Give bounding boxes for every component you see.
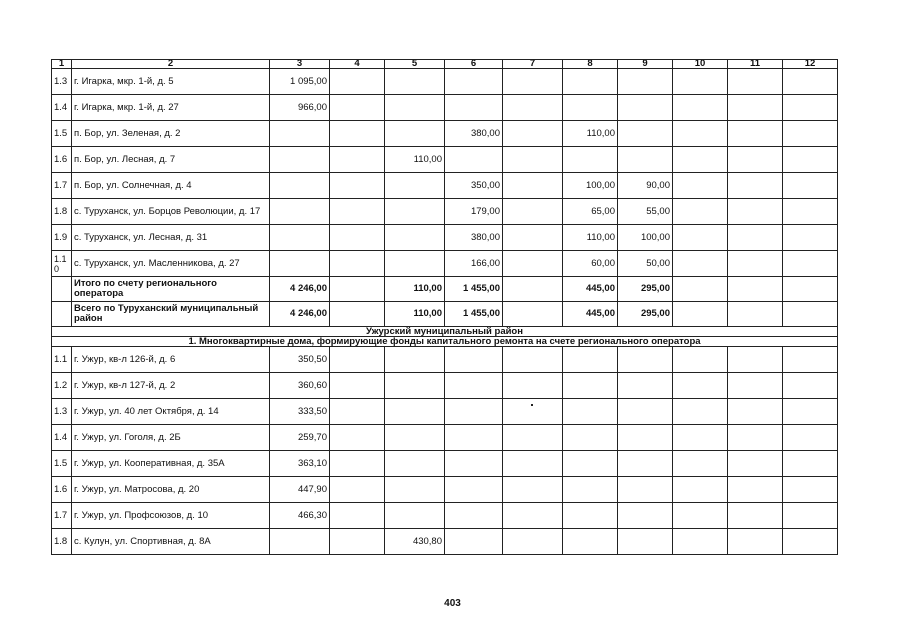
- address-cell: п. Бор, ул. Зеленая, д. 2: [72, 121, 270, 147]
- address-cell: с. Туруханск, ул. Борцов Революции, д. 17: [72, 199, 270, 225]
- row-index-cell: [52, 302, 72, 327]
- value-cell-4: [330, 529, 385, 555]
- value-cell-3: [270, 199, 330, 225]
- value-cell-3: [270, 251, 330, 277]
- value-cell-8: 445,00: [563, 302, 618, 327]
- value-cell-3: 360,60: [270, 373, 330, 399]
- value-cell-11: [728, 173, 783, 199]
- value-cell-5: [385, 373, 445, 399]
- header-cell: 8: [563, 60, 618, 69]
- value-cell-8: [563, 425, 618, 451]
- address-cell: г. Ужур, ул. Кооперативная, д. 35А: [72, 451, 270, 477]
- value-cell-10: [673, 425, 728, 451]
- value-cell-7: [503, 451, 563, 477]
- value-cell-10: [673, 451, 728, 477]
- address-cell: с. Кулун, ул. Спортивная, д. 8А: [72, 529, 270, 555]
- value-cell-7: [503, 529, 563, 555]
- value-cell-12: [783, 503, 838, 529]
- value-cell-9: [618, 121, 673, 147]
- value-cell-12: [783, 451, 838, 477]
- value-cell-3: [270, 121, 330, 147]
- value-cell-12: [783, 373, 838, 399]
- row-index-cell: 1.3: [52, 399, 72, 425]
- value-cell-7: [503, 399, 563, 425]
- value-cell-7: [503, 199, 563, 225]
- value-cell-9: [618, 477, 673, 503]
- value-cell-9: [618, 529, 673, 555]
- value-cell-11: [728, 225, 783, 251]
- value-cell-11: [728, 95, 783, 121]
- table-body: [52, 60, 838, 555]
- value-cell-11: [728, 399, 783, 425]
- value-cell-9: [618, 399, 673, 425]
- page-number: 403: [444, 598, 461, 609]
- value-cell-11: [728, 529, 783, 555]
- value-cell-10: [673, 225, 728, 251]
- value-cell-6: 1 455,00: [445, 302, 503, 327]
- value-cell-9: 100,00: [618, 225, 673, 251]
- row-index-cell: 1.7: [52, 173, 72, 199]
- value-cell-10: [673, 503, 728, 529]
- value-cell-10: [673, 529, 728, 555]
- value-cell-7: [503, 95, 563, 121]
- value-cell-6: [445, 95, 503, 121]
- row-index-cell: 1.7: [52, 503, 72, 529]
- value-cell-3: 363,10: [270, 451, 330, 477]
- value-cell-7: [503, 69, 563, 95]
- total-row: [52, 277, 838, 302]
- table-row: [52, 173, 838, 199]
- row-index-cell: 1.2: [52, 373, 72, 399]
- value-cell-7: [503, 373, 563, 399]
- address-cell: г. Ужур, ул. Матросова, д. 20: [72, 477, 270, 503]
- value-cell-10: [673, 373, 728, 399]
- value-cell-8: 60,00: [563, 251, 618, 277]
- value-cell-5: [385, 347, 445, 373]
- address-cell: г. Ужур, ул. Профсоюзов, д. 10: [72, 503, 270, 529]
- value-cell-12: [783, 121, 838, 147]
- value-cell-11: [728, 503, 783, 529]
- value-cell-10: [673, 399, 728, 425]
- value-cell-5: [385, 121, 445, 147]
- value-cell-12: [783, 147, 838, 173]
- total-row: [52, 302, 838, 327]
- value-cell-3: 350,50: [270, 347, 330, 373]
- row-index-cell: 1.3: [52, 69, 72, 95]
- subsection-title-row: [52, 337, 838, 347]
- value-cell-6: [445, 399, 503, 425]
- value-cell-9: 50,00: [618, 251, 673, 277]
- value-cell-12: [783, 69, 838, 95]
- row-index-cell: [52, 277, 72, 302]
- capital-repair-table: [51, 59, 838, 555]
- value-cell-12: [783, 425, 838, 451]
- header-cell: 9: [618, 60, 673, 69]
- value-cell-10: [673, 277, 728, 302]
- value-cell-12: [783, 302, 838, 327]
- address-cell: Всего по Туруханский муниципальный район: [72, 302, 270, 327]
- value-cell-8: [563, 399, 618, 425]
- value-cell-4: [330, 225, 385, 251]
- table-row: [52, 503, 838, 529]
- value-cell-4: [330, 503, 385, 529]
- value-cell-3: 466,30: [270, 503, 330, 529]
- address-cell: с. Туруханск, ул. Масленникова, д. 27: [72, 251, 270, 277]
- table-row: [52, 477, 838, 503]
- row-index-cell: 1.9: [52, 225, 72, 251]
- value-cell-11: [728, 373, 783, 399]
- row-index-cell: 1.5: [52, 121, 72, 147]
- value-cell-12: [783, 251, 838, 277]
- value-cell-11: [728, 302, 783, 327]
- value-cell-11: [728, 199, 783, 225]
- value-cell-3: [270, 529, 330, 555]
- row-index-cell: 1.1: [52, 347, 72, 373]
- value-cell-7: [503, 173, 563, 199]
- address-cell: Итого по счету регионального оператора: [72, 277, 270, 302]
- value-cell-3: [270, 147, 330, 173]
- value-cell-3: 447,90: [270, 477, 330, 503]
- value-cell-12: [783, 477, 838, 503]
- header-cell: 10: [673, 60, 728, 69]
- address-cell: г. Ужур, ул. Гоголя, д. 2Б: [72, 425, 270, 451]
- table-row: [52, 373, 838, 399]
- value-cell-4: [330, 199, 385, 225]
- value-cell-9: [618, 69, 673, 95]
- value-cell-10: [673, 173, 728, 199]
- value-cell-5: 110,00: [385, 147, 445, 173]
- address-cell: г. Игарка, мкр. 1-й, д. 27: [72, 95, 270, 121]
- table-row: [52, 147, 838, 173]
- value-cell-6: [445, 347, 503, 373]
- row-index-cell: 1.8: [52, 199, 72, 225]
- value-cell-10: [673, 121, 728, 147]
- value-cell-4: [330, 277, 385, 302]
- value-cell-10: [673, 69, 728, 95]
- value-cell-8: 110,00: [563, 225, 618, 251]
- value-cell-11: [728, 251, 783, 277]
- value-cell-9: 295,00: [618, 277, 673, 302]
- section-title-row: [52, 327, 838, 337]
- value-cell-3: 1 095,00: [270, 69, 330, 95]
- value-cell-6: [445, 451, 503, 477]
- value-cell-10: [673, 302, 728, 327]
- address-cell: г. Ужур, ул. 40 лет Октября, д. 14: [72, 399, 270, 425]
- value-cell-3: 4 246,00: [270, 302, 330, 327]
- value-cell-6: 1 455,00: [445, 277, 503, 302]
- value-cell-6: 380,00: [445, 225, 503, 251]
- value-cell-12: [783, 347, 838, 373]
- header-cell: 4: [330, 60, 385, 69]
- table-row: [52, 347, 838, 373]
- value-cell-8: [563, 503, 618, 529]
- value-cell-6: [445, 477, 503, 503]
- subsection-title: 1. Многоквартирные дома, формирующие фонды капитального ремонта на счете регионального оператора: [52, 337, 838, 347]
- table-row: [52, 199, 838, 225]
- value-cell-4: [330, 173, 385, 199]
- value-cell-4: [330, 147, 385, 173]
- header-cell: 5: [385, 60, 445, 69]
- value-cell-4: [330, 347, 385, 373]
- value-cell-5: [385, 199, 445, 225]
- value-cell-4: [330, 399, 385, 425]
- value-cell-3: 4 246,00: [270, 277, 330, 302]
- value-cell-8: 65,00: [563, 199, 618, 225]
- value-cell-3: 333,50: [270, 399, 330, 425]
- value-cell-4: [330, 425, 385, 451]
- value-cell-5: [385, 225, 445, 251]
- value-cell-6: 179,00: [445, 199, 503, 225]
- value-cell-8: 445,00: [563, 277, 618, 302]
- value-cell-5: 430,80: [385, 529, 445, 555]
- value-cell-8: [563, 451, 618, 477]
- value-cell-3: 259,70: [270, 425, 330, 451]
- value-cell-7: [503, 147, 563, 173]
- value-cell-6: 166,00: [445, 251, 503, 277]
- row-index-cell: 1.4: [52, 425, 72, 451]
- value-cell-7: [503, 277, 563, 302]
- value-cell-7: [503, 121, 563, 147]
- value-cell-4: [330, 373, 385, 399]
- value-cell-6: 350,00: [445, 173, 503, 199]
- value-cell-10: [673, 147, 728, 173]
- row-index-cell: 1.4: [52, 95, 72, 121]
- address-cell: п. Бор, ул. Лесная, д. 7: [72, 147, 270, 173]
- value-cell-12: [783, 277, 838, 302]
- value-cell-7: [503, 503, 563, 529]
- value-cell-8: [563, 373, 618, 399]
- header-row: [52, 60, 838, 69]
- table-row: [52, 69, 838, 95]
- table-row: [52, 425, 838, 451]
- value-cell-6: [445, 529, 503, 555]
- table-row: [52, 95, 838, 121]
- value-cell-11: [728, 121, 783, 147]
- value-cell-7: [503, 251, 563, 277]
- value-cell-10: [673, 95, 728, 121]
- value-cell-5: [385, 95, 445, 121]
- value-cell-3: [270, 173, 330, 199]
- section-title: Ужурский муниципальный район: [52, 327, 838, 337]
- value-cell-10: [673, 199, 728, 225]
- value-cell-6: [445, 503, 503, 529]
- value-cell-7: [503, 347, 563, 373]
- header-cell: 11: [728, 60, 783, 69]
- value-cell-7: [503, 425, 563, 451]
- header-cell: 7: [503, 60, 563, 69]
- table-row: [52, 121, 838, 147]
- value-cell-9: 295,00: [618, 302, 673, 327]
- value-cell-5: [385, 69, 445, 95]
- header-cell: 1: [52, 60, 72, 69]
- value-cell-6: 380,00: [445, 121, 503, 147]
- header-cell: 2: [72, 60, 270, 69]
- row-index-cell: 1.6: [52, 477, 72, 503]
- value-cell-9: [618, 95, 673, 121]
- value-cell-12: [783, 173, 838, 199]
- value-cell-5: 110,00: [385, 277, 445, 302]
- value-cell-5: [385, 399, 445, 425]
- value-cell-4: [330, 251, 385, 277]
- value-cell-5: [385, 503, 445, 529]
- value-cell-5: [385, 425, 445, 451]
- value-cell-4: [330, 95, 385, 121]
- table-row: [52, 225, 838, 251]
- value-cell-11: [728, 451, 783, 477]
- value-cell-11: [728, 69, 783, 95]
- value-cell-11: [728, 347, 783, 373]
- row-index-cell: 1.5: [52, 451, 72, 477]
- row-index-cell: 1.1 0: [52, 251, 72, 277]
- header-cell: 12: [783, 60, 838, 69]
- table-row: [52, 251, 838, 277]
- value-cell-10: [673, 251, 728, 277]
- row-index-cell: 1.8: [52, 529, 72, 555]
- value-cell-12: [783, 529, 838, 555]
- value-cell-5: [385, 451, 445, 477]
- value-cell-7: [503, 225, 563, 251]
- value-cell-9: [618, 503, 673, 529]
- value-cell-4: [330, 302, 385, 327]
- value-cell-8: [563, 147, 618, 173]
- table-row: [52, 451, 838, 477]
- value-cell-4: [330, 121, 385, 147]
- address-cell: с. Туруханск, ул. Лесная, д. 31: [72, 225, 270, 251]
- value-cell-11: [728, 147, 783, 173]
- table-row: [52, 399, 838, 425]
- value-cell-4: [330, 477, 385, 503]
- value-cell-9: 55,00: [618, 199, 673, 225]
- value-cell-6: [445, 373, 503, 399]
- value-cell-8: [563, 347, 618, 373]
- value-cell-12: [783, 199, 838, 225]
- header-cell: 6: [445, 60, 503, 69]
- value-cell-8: [563, 69, 618, 95]
- value-cell-5: [385, 477, 445, 503]
- value-cell-8: [563, 529, 618, 555]
- value-cell-9: [618, 425, 673, 451]
- address-cell: г. Игарка, мкр. 1-й, д. 5: [72, 69, 270, 95]
- address-cell: п. Бор, ул. Солнечная, д. 4: [72, 173, 270, 199]
- value-cell-8: 100,00: [563, 173, 618, 199]
- value-cell-9: [618, 451, 673, 477]
- value-cell-7: [503, 477, 563, 503]
- value-cell-5: [385, 173, 445, 199]
- value-cell-9: 90,00: [618, 173, 673, 199]
- value-cell-9: [618, 347, 673, 373]
- value-cell-6: [445, 147, 503, 173]
- value-cell-6: [445, 69, 503, 95]
- value-cell-5: [385, 251, 445, 277]
- value-cell-8: 110,00: [563, 121, 618, 147]
- value-cell-12: [783, 399, 838, 425]
- value-cell-6: [445, 425, 503, 451]
- address-cell: г. Ужур, кв-л 126-й, д. 6: [72, 347, 270, 373]
- address-cell: г. Ужур, кв-л 127-й, д. 2: [72, 373, 270, 399]
- value-cell-12: [783, 225, 838, 251]
- value-cell-11: [728, 477, 783, 503]
- value-cell-11: [728, 425, 783, 451]
- value-cell-12: [783, 95, 838, 121]
- value-cell-10: [673, 477, 728, 503]
- value-cell-8: [563, 95, 618, 121]
- value-cell-10: [673, 347, 728, 373]
- value-cell-7: [503, 302, 563, 327]
- value-cell-5: 110,00: [385, 302, 445, 327]
- value-cell-11: [728, 277, 783, 302]
- value-cell-8: [563, 477, 618, 503]
- scan-speck: [531, 404, 533, 406]
- value-cell-9: [618, 147, 673, 173]
- header-cell: 3: [270, 60, 330, 69]
- value-cell-4: [330, 451, 385, 477]
- value-cell-3: 966,00: [270, 95, 330, 121]
- value-cell-3: [270, 225, 330, 251]
- value-cell-9: [618, 373, 673, 399]
- row-index-cell: 1.6: [52, 147, 72, 173]
- value-cell-4: [330, 69, 385, 95]
- table-row: [52, 529, 838, 555]
